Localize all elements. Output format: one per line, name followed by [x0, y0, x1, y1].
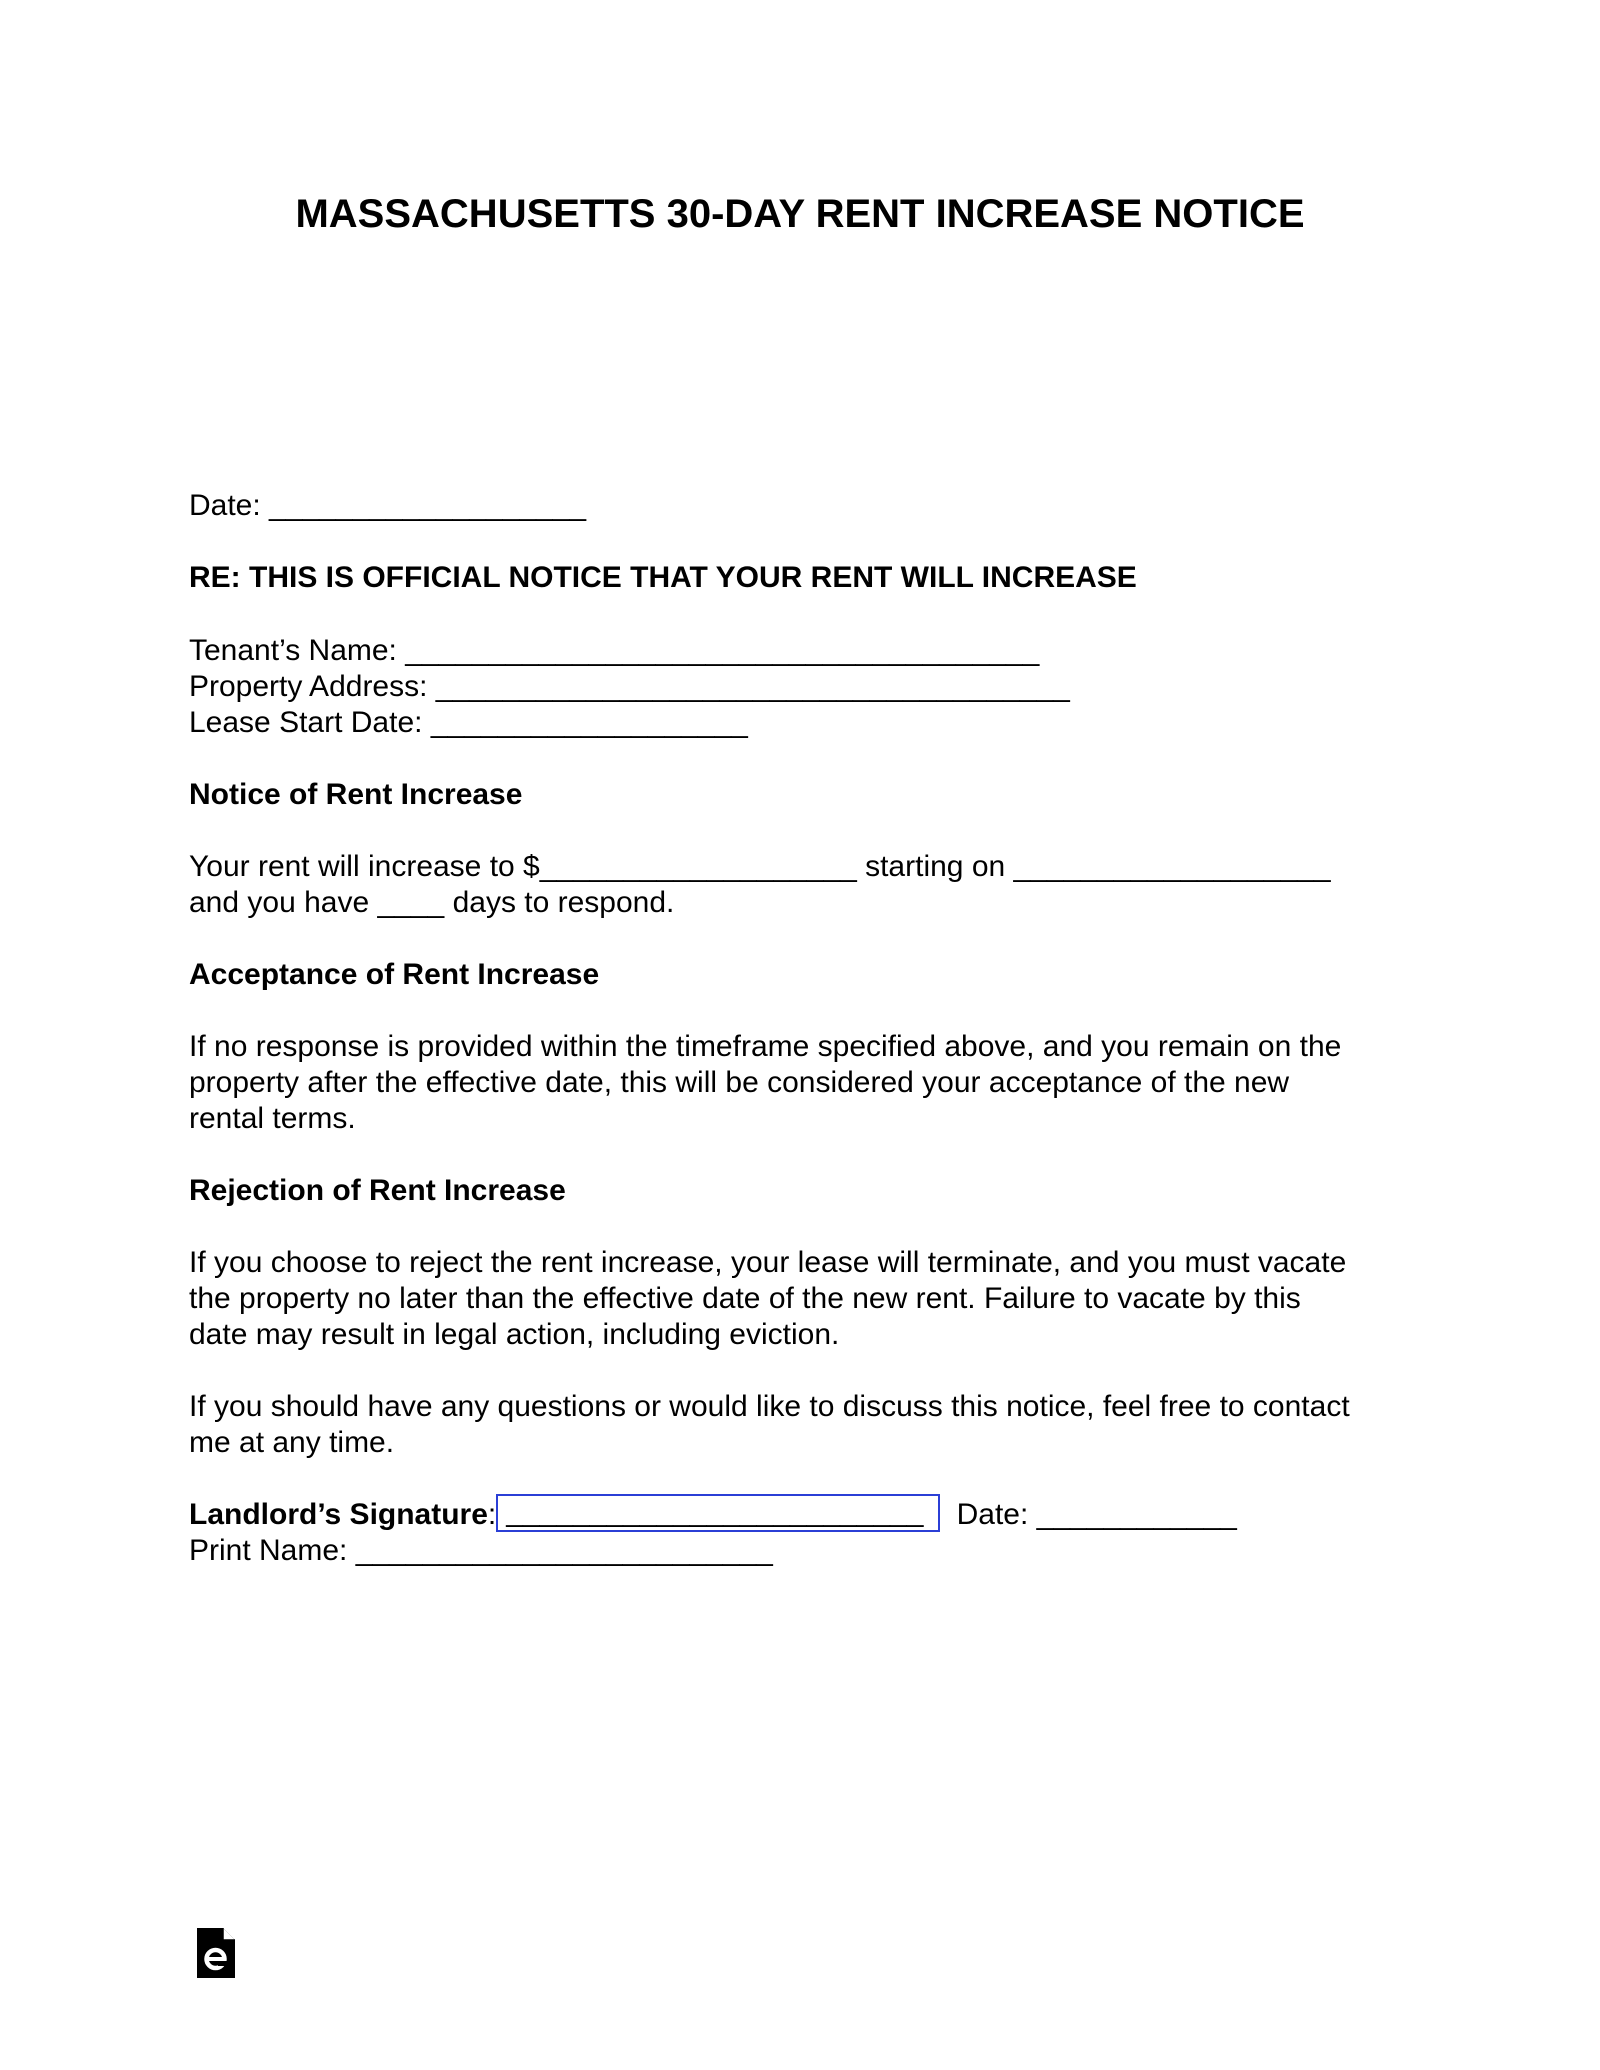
- notice-line-2: [189, 885, 674, 921]
- date-line: [189, 488, 586, 524]
- tenant-name-line: [189, 633, 1039, 669]
- print-name-field[interactable]: _________________________: [355, 1534, 773, 1567]
- tenant-name-field[interactable]: ______________________________________: [405, 634, 1040, 667]
- notice-text-3: and you have: [189, 886, 378, 919]
- notice-text-2: starting on: [856, 850, 1014, 883]
- notice-text-4: days to respond.: [444, 886, 675, 919]
- lease-start-date-line: [189, 705, 748, 741]
- notice-heading: Notice of Rent Increase: [189, 778, 523, 811]
- eforms-logo-icon: [197, 1928, 235, 1978]
- signature-date-label: Date:: [948, 1498, 1037, 1531]
- property-address-label: Property Address:: [189, 670, 436, 703]
- date-field[interactable]: ___________________: [269, 489, 587, 522]
- acceptance-text-line: If no response is provided within the timeframe specified above, and you remain on the: [189, 1030, 1342, 1063]
- questions-text-line: me at any time.: [189, 1426, 395, 1459]
- start-date-field[interactable]: ___________________: [1013, 850, 1331, 883]
- date-label: Date:: [189, 489, 270, 522]
- acceptance-text-line: property after the effective date, this will be considered your acceptance of the new: [189, 1066, 1290, 1099]
- lease-start-date-label: Lease Start Date:: [189, 706, 431, 739]
- acceptance-text-line: rental terms.: [189, 1102, 356, 1135]
- signature-date-field[interactable]: ____________: [1036, 1498, 1237, 1531]
- document-title: MASSACHUSETTS 30-DAY RENT INCREASE NOTICE: [295, 192, 1305, 236]
- rejection-text-line: the property no later than the effective date of the new rent. Failure to vacate by this: [189, 1282, 1301, 1315]
- property-address-field[interactable]: ______________________________________: [435, 670, 1070, 703]
- signature-field[interactable]: [496, 1494, 940, 1532]
- property-address-line: [189, 669, 1070, 705]
- re-line: RE: THIS IS OFFICIAL NOTICE THAT YOUR RENT WILL INCREASE: [189, 561, 1137, 594]
- signature-field-line: _________________________: [506, 1495, 924, 1529]
- response-days-field[interactable]: ____: [377, 886, 445, 919]
- print-name-label: Print Name:: [189, 1534, 356, 1567]
- rejection-heading: Rejection of Rent Increase: [189, 1174, 566, 1207]
- signature-line: [189, 1497, 1237, 1535]
- tenant-name-label: Tenant’s Name:: [189, 634, 406, 667]
- signature-colon: :: [487, 1498, 497, 1531]
- new-rent-field[interactable]: ___________________: [539, 850, 857, 883]
- acceptance-heading: Acceptance of Rent Increase: [189, 958, 600, 991]
- signature-label: Landlord’s Signature: [189, 1498, 488, 1531]
- lease-start-date-field[interactable]: ___________________: [430, 706, 748, 739]
- notice-text-1: Your rent will increase to $: [189, 850, 540, 883]
- rejection-text-line: If you choose to reject the rent increase, your lease will terminate, and you must vacate: [189, 1246, 1347, 1279]
- print-name-line: [189, 1533, 773, 1569]
- rejection-text-line: date may result in legal action, including eviction.: [189, 1318, 840, 1351]
- notice-line-1: [189, 849, 1331, 885]
- questions-text-line: If you should have any questions or would like to discuss this notice, feel free to contact: [189, 1390, 1350, 1423]
